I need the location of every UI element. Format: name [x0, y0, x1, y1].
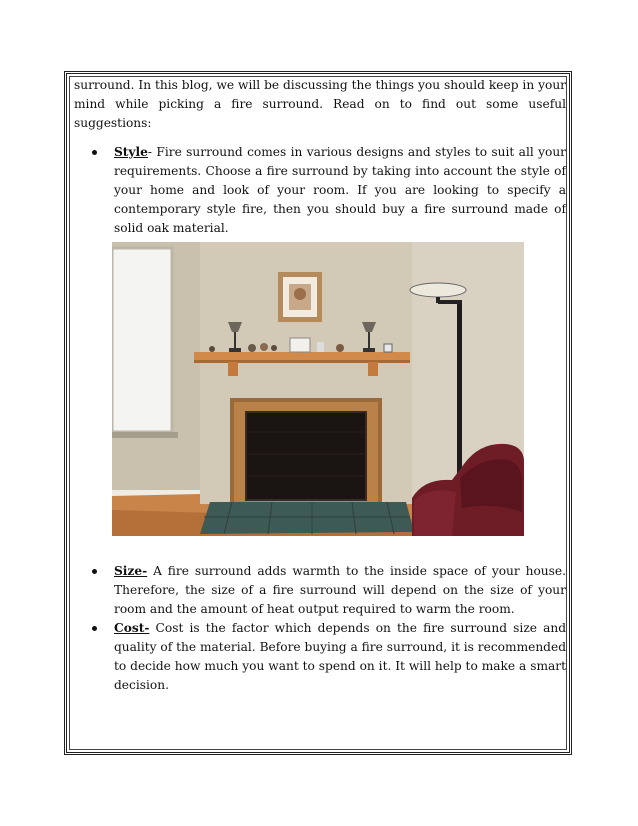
- suggestion-list: [74, 143, 566, 238]
- fireplace-photo: [112, 242, 524, 536]
- list-item-size: [74, 562, 566, 619]
- term-separator: -: [147, 145, 157, 159]
- bullet-icon: [92, 569, 97, 574]
- document-body: [74, 76, 566, 695]
- term-cost: Cost-: [114, 621, 150, 635]
- cost-description: Cost is the factor which depends on the fire surround size and quality of the material. Before buying a fire surround, it is recommended to decide how much you want to spend on it. It will help to make a smart decision.: [114, 621, 566, 692]
- bullet-icon: [92, 150, 97, 155]
- list-item-style: [74, 143, 566, 238]
- bullet-icon: [92, 626, 97, 631]
- intro-paragraph: surround. In this blog, we will be discussing the things you should keep in your mind while picking a fire surround. Read on to find out some useful suggestions:: [74, 78, 566, 130]
- suggestion-list-continued: [74, 562, 566, 695]
- term-style: Style: [114, 145, 148, 159]
- term-size: Size-: [114, 564, 148, 578]
- style-description: Fire surround comes in various designs and styles to suit all your requirements. Choose a fire surround by taking into account the style of your home and look of your room. If you are looking to specify a contemporary style fire, then you should buy a fire surround made of solid oak material.: [114, 145, 566, 235]
- list-item-cost: [74, 619, 566, 695]
- size-description: A fire surround adds warmth to the inside space of your house. Therefore, the size of a fire surround will depend on the size of your room and the amount of heat output required to warm the room.: [114, 564, 566, 616]
